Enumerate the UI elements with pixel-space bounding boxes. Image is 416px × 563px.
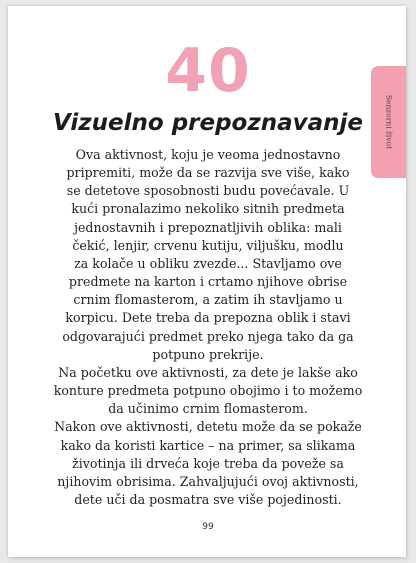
body-line: za kolače u obliku zvezde... Stavljamo ove — [74, 255, 342, 271]
body-line: konture predmeta potpuno obojimo i to možemo — [53, 383, 363, 399]
page-number: 99 — [202, 522, 214, 532]
body-line: njihovim obrisima. Zahvaljujući ovoj aktivnosti, — [57, 473, 359, 489]
body-line: Nakon ove aktivnosti, detetu može da se pokaže — [54, 419, 362, 435]
activity-title: Vizuelno prepoznavanje — [52, 110, 364, 136]
body-line: pripremiti, može da se razvija sve više, kako — [66, 165, 350, 181]
body-line: odgovarajući predmet preko njega tako da ga — [62, 328, 354, 344]
body-line: Na početku ove aktivnosti, za dete je lakše ako — [58, 364, 358, 380]
body-line: predmete na karton i crtamo njihove obrise — [68, 274, 348, 290]
body-line: da učinimo crnim flomasterom. — [108, 401, 308, 417]
body-line: korpicu. Dete treba da prepozna oblik i stavi — [65, 310, 351, 326]
body-line: potpuno prekrije. — [152, 346, 264, 362]
chapter-side-tab-label: Senzorni život — [384, 94, 393, 150]
body-line: kući pronalazimo nekoliko sitnih predmeta — [71, 201, 345, 217]
body-line: kako da koristi kartice – na primer, sa slikama — [60, 437, 356, 453]
body-line: čekić, lenjir, crvenu kutiju, viljušku, modlu — [72, 237, 344, 253]
activity-number: 40 — [165, 36, 251, 106]
body-line: životinja ili drveća koje treba da poveže sa — [72, 455, 344, 471]
activity-body-text — [42, 146, 374, 509]
body-line: dete uči da posmatra sve više pojedinosti. — [74, 491, 342, 507]
body-line: se detetove sposobnosti budu povećavale. U — [66, 183, 350, 199]
body-line: crnim flomasterom, a zatim ih stavljamo u — [73, 292, 343, 308]
body-line: jednostavnih i prepoznatljivih oblika: mali — [74, 219, 342, 235]
body-line: Ova aktivnost, koju je veoma jednostavno — [75, 147, 341, 162]
